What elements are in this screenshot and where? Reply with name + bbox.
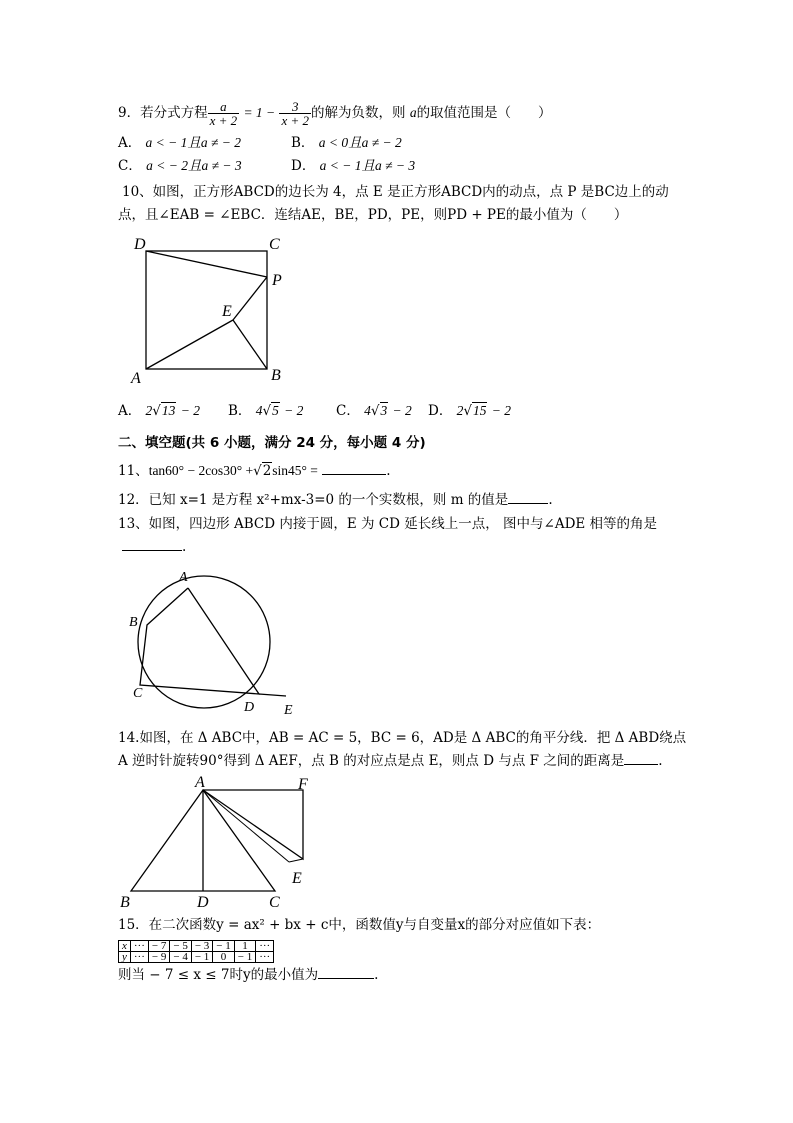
q14-label-f: F (298, 776, 308, 793)
q10-option-d-tail: − 2 (491, 403, 512, 418)
q15-value-table (118, 940, 274, 963)
q13-extension-de (259, 694, 286, 696)
section2-n3: 4 (391, 435, 402, 451)
q12-end: . (548, 492, 553, 508)
q13-circle-figure (120, 562, 310, 722)
q13-label-d: D (244, 700, 255, 715)
q11-num: 11、 (118, 463, 149, 479)
q10-square (146, 251, 267, 369)
q14-end: . (658, 753, 663, 769)
q14-answer-blank[interactable] (624, 752, 658, 765)
q15-table-cell: − 9 (148, 952, 169, 963)
q15-table-cell: − 7 (148, 941, 169, 952)
q11-expr1: tan60° − 2cos30° + (148, 463, 254, 478)
q15-end: . (374, 967, 379, 983)
q9-option-a (118, 134, 241, 152)
q14-line1: 14.如图，在 Δ ABC中，AB = AC = 5，BC = 6，AD是 Δ ABC的角平分线．把 Δ ABD绕点 (118, 730, 687, 746)
q9-option-c (118, 157, 242, 175)
q9-frac1-num: a (208, 100, 240, 114)
q9-stem (118, 100, 552, 127)
q10-option-d-coef: 2 (456, 403, 464, 418)
q10-sqrt-icon-c: √ (370, 403, 380, 419)
q15-line1: 15．在二次函数y = ax² + bx + c中，函数值y与自变量x的部分对应值如下表： (118, 917, 601, 933)
q10-option-a-label: A． (118, 403, 142, 419)
q11-rad: 2 (262, 463, 272, 479)
q10-square-figure (125, 232, 295, 387)
q14-label-b: B (120, 894, 130, 911)
q10-option-c-tail: − 2 (392, 403, 412, 418)
q10-option-c-coef: 4 (364, 403, 371, 418)
q10-option-a-coef: 2 (145, 403, 153, 418)
q10-option-d (428, 402, 511, 420)
q9-var: a (409, 105, 417, 120)
q14-triangle-figure (115, 773, 325, 911)
q15-table-cell: x (119, 941, 131, 952)
q15-line2 (118, 966, 378, 984)
q9-option-b-text: a < 0且a ≠ − 2 (318, 135, 402, 150)
q9-option-c-text: a < − 2且a ≠ − 3 (146, 158, 242, 173)
q15-line2-text: 则当 − 7 ≤ x ≤ 7时y的最小值为 (118, 967, 319, 983)
q9-option-d-text: a < − 1且a ≠ − 3 (319, 158, 416, 173)
section2-mid2: 分，每小题 (314, 435, 392, 451)
q10-label-b: B (271, 367, 281, 384)
q14-segment-fe-helper (289, 859, 303, 862)
q10-option-c-label: C． (336, 403, 360, 419)
q15-table-cell: − 4 (170, 952, 191, 963)
q10-label-d: D (134, 236, 146, 253)
q13-line2 (122, 538, 186, 556)
q9-suffix2: 的取值范围是（ ） (416, 105, 552, 121)
q10-option-a-tail: − 2 (180, 403, 200, 418)
q9-fraction-2 (279, 100, 311, 127)
q10-option-d-rad: 15 (472, 403, 487, 418)
q10-label-a: A (131, 370, 141, 387)
q13-circle (138, 576, 270, 708)
q15-table-cell: ··· (256, 941, 274, 952)
section2-mid1: 小题，满分 (219, 435, 297, 451)
q15-table-cell: y (119, 952, 131, 963)
q13-line1: 13、如图，四边形 ABCD 内接于圆，E 为 CD 延长线上一点， 图中与∠ADE 相等的角是 (118, 516, 658, 532)
q13-label-c: C (133, 686, 143, 701)
q9-prefix: 9．若分式方程 (118, 105, 208, 121)
q15-table-cell: − 1 (191, 952, 212, 963)
q13-quadrilateral (140, 588, 259, 694)
q10-option-b-coef: 4 (255, 403, 263, 418)
q15-table-cell: ··· (130, 952, 148, 963)
q12-text: 12．已知 x=1 是方程 x²+mx-3=0 的一个实数根，则 m 的值是 (118, 492, 509, 508)
q10-segment-pe (233, 277, 267, 320)
q9-option-d-label: D． (291, 158, 316, 174)
q10-option-a-rad: 13 (161, 403, 176, 418)
q9-frac1-den: x + 2 (209, 113, 238, 128)
q9-option-a-text: a < − 1且a ≠ − 2 (145, 135, 242, 150)
q14-line2 (118, 752, 663, 770)
q14-label-c: C (269, 894, 280, 911)
q14-line2-text: A 逆时针旋转90°得到 Δ AEF，点 B 的对应点是点 E，则点 D 与点 F 之间的距离是 (118, 753, 625, 769)
q10-label-p: P (272, 272, 282, 289)
q10-option-c-rad: 3 (380, 403, 388, 418)
q10-line1: 10、如图，正方形ABCD的边长为 4，点 E 是正方形ABCD内的动点，点 P 是BC边上的动 (122, 184, 669, 200)
q9-option-a-label: A． (118, 135, 142, 151)
q9-frac2-num: 3 (279, 100, 311, 114)
section2-n1: 6 (209, 435, 220, 451)
q13-label-b: B (129, 615, 138, 630)
q15-table-cell: ··· (256, 952, 274, 963)
q14-triangle-aef (203, 790, 303, 859)
q12-stem (118, 491, 553, 509)
q9-option-b-label: B． (291, 135, 315, 151)
q9-option-d (291, 157, 415, 175)
section2-pre: 二、填空题(共 (118, 435, 210, 451)
q10-option-b (228, 402, 303, 420)
q10-segment-dp (146, 251, 267, 277)
q10-segment-eb (233, 320, 267, 369)
q10-sqrt-icon-d: √ (463, 403, 472, 419)
q15-table-cell: 0 (213, 952, 234, 963)
q12-answer-blank[interactable] (508, 491, 548, 504)
q9-fraction-1 (208, 100, 240, 127)
q15-answer-blank[interactable] (318, 966, 374, 979)
q14-label-d: D (197, 894, 209, 911)
q10-option-b-tail: − 2 (284, 403, 304, 418)
table-row (119, 952, 274, 963)
q9-suffix: 的解为负数，则 (311, 105, 406, 121)
q15-table-cell: − 1 (234, 952, 255, 963)
q10-segment-ae (146, 320, 233, 369)
q15-table-cell: ··· (130, 941, 148, 952)
q11-end: . (386, 463, 391, 479)
q10-sqrt-icon-a: √ (152, 403, 161, 419)
q10-option-c (336, 402, 412, 420)
q11-answer-blank[interactable] (322, 462, 386, 475)
q14-label-e: E (292, 870, 302, 887)
q10-line2: 点，且∠EAB = ∠EBC．连结AE，BE，PD，PE，则PD + PE的最小值为（ ） (118, 207, 628, 223)
q9-mid: = 1 − (243, 105, 276, 120)
q11-sqrt-icon: √ (253, 463, 262, 479)
q9-option-c-label: C． (118, 158, 142, 174)
q13-label-a: A (179, 570, 188, 585)
q10-label-c: C (269, 236, 280, 253)
q9-frac2-den: x + 2 (281, 113, 310, 128)
q10-option-b-label: B． (228, 403, 252, 419)
q13-label-e: E (284, 703, 293, 718)
q15-table-cell: − 1 (213, 941, 234, 952)
q14-label-a: A (195, 774, 205, 791)
q10-option-b-rad: 5 (272, 403, 279, 418)
q15-table-cell: − 5 (170, 941, 191, 952)
q10-label-e: E (222, 303, 232, 320)
q15-table-cell: − 3 (191, 941, 212, 952)
q10-option-a (118, 402, 200, 420)
section2-heading (118, 434, 426, 452)
q13-end: . (182, 539, 187, 555)
table-row (119, 941, 274, 952)
q11-stem (118, 462, 391, 480)
q9-option-b (291, 134, 402, 152)
section2-n2: 24 (296, 435, 315, 451)
q10-option-d-label: D． (428, 403, 453, 419)
q13-answer-blank[interactable] (122, 538, 182, 551)
q15-table-cell: 1 (234, 941, 255, 952)
q10-sqrt-icon-b: √ (262, 403, 272, 419)
q11-expr2: sin45° = (272, 463, 318, 478)
section2-post: 分) (401, 435, 426, 451)
